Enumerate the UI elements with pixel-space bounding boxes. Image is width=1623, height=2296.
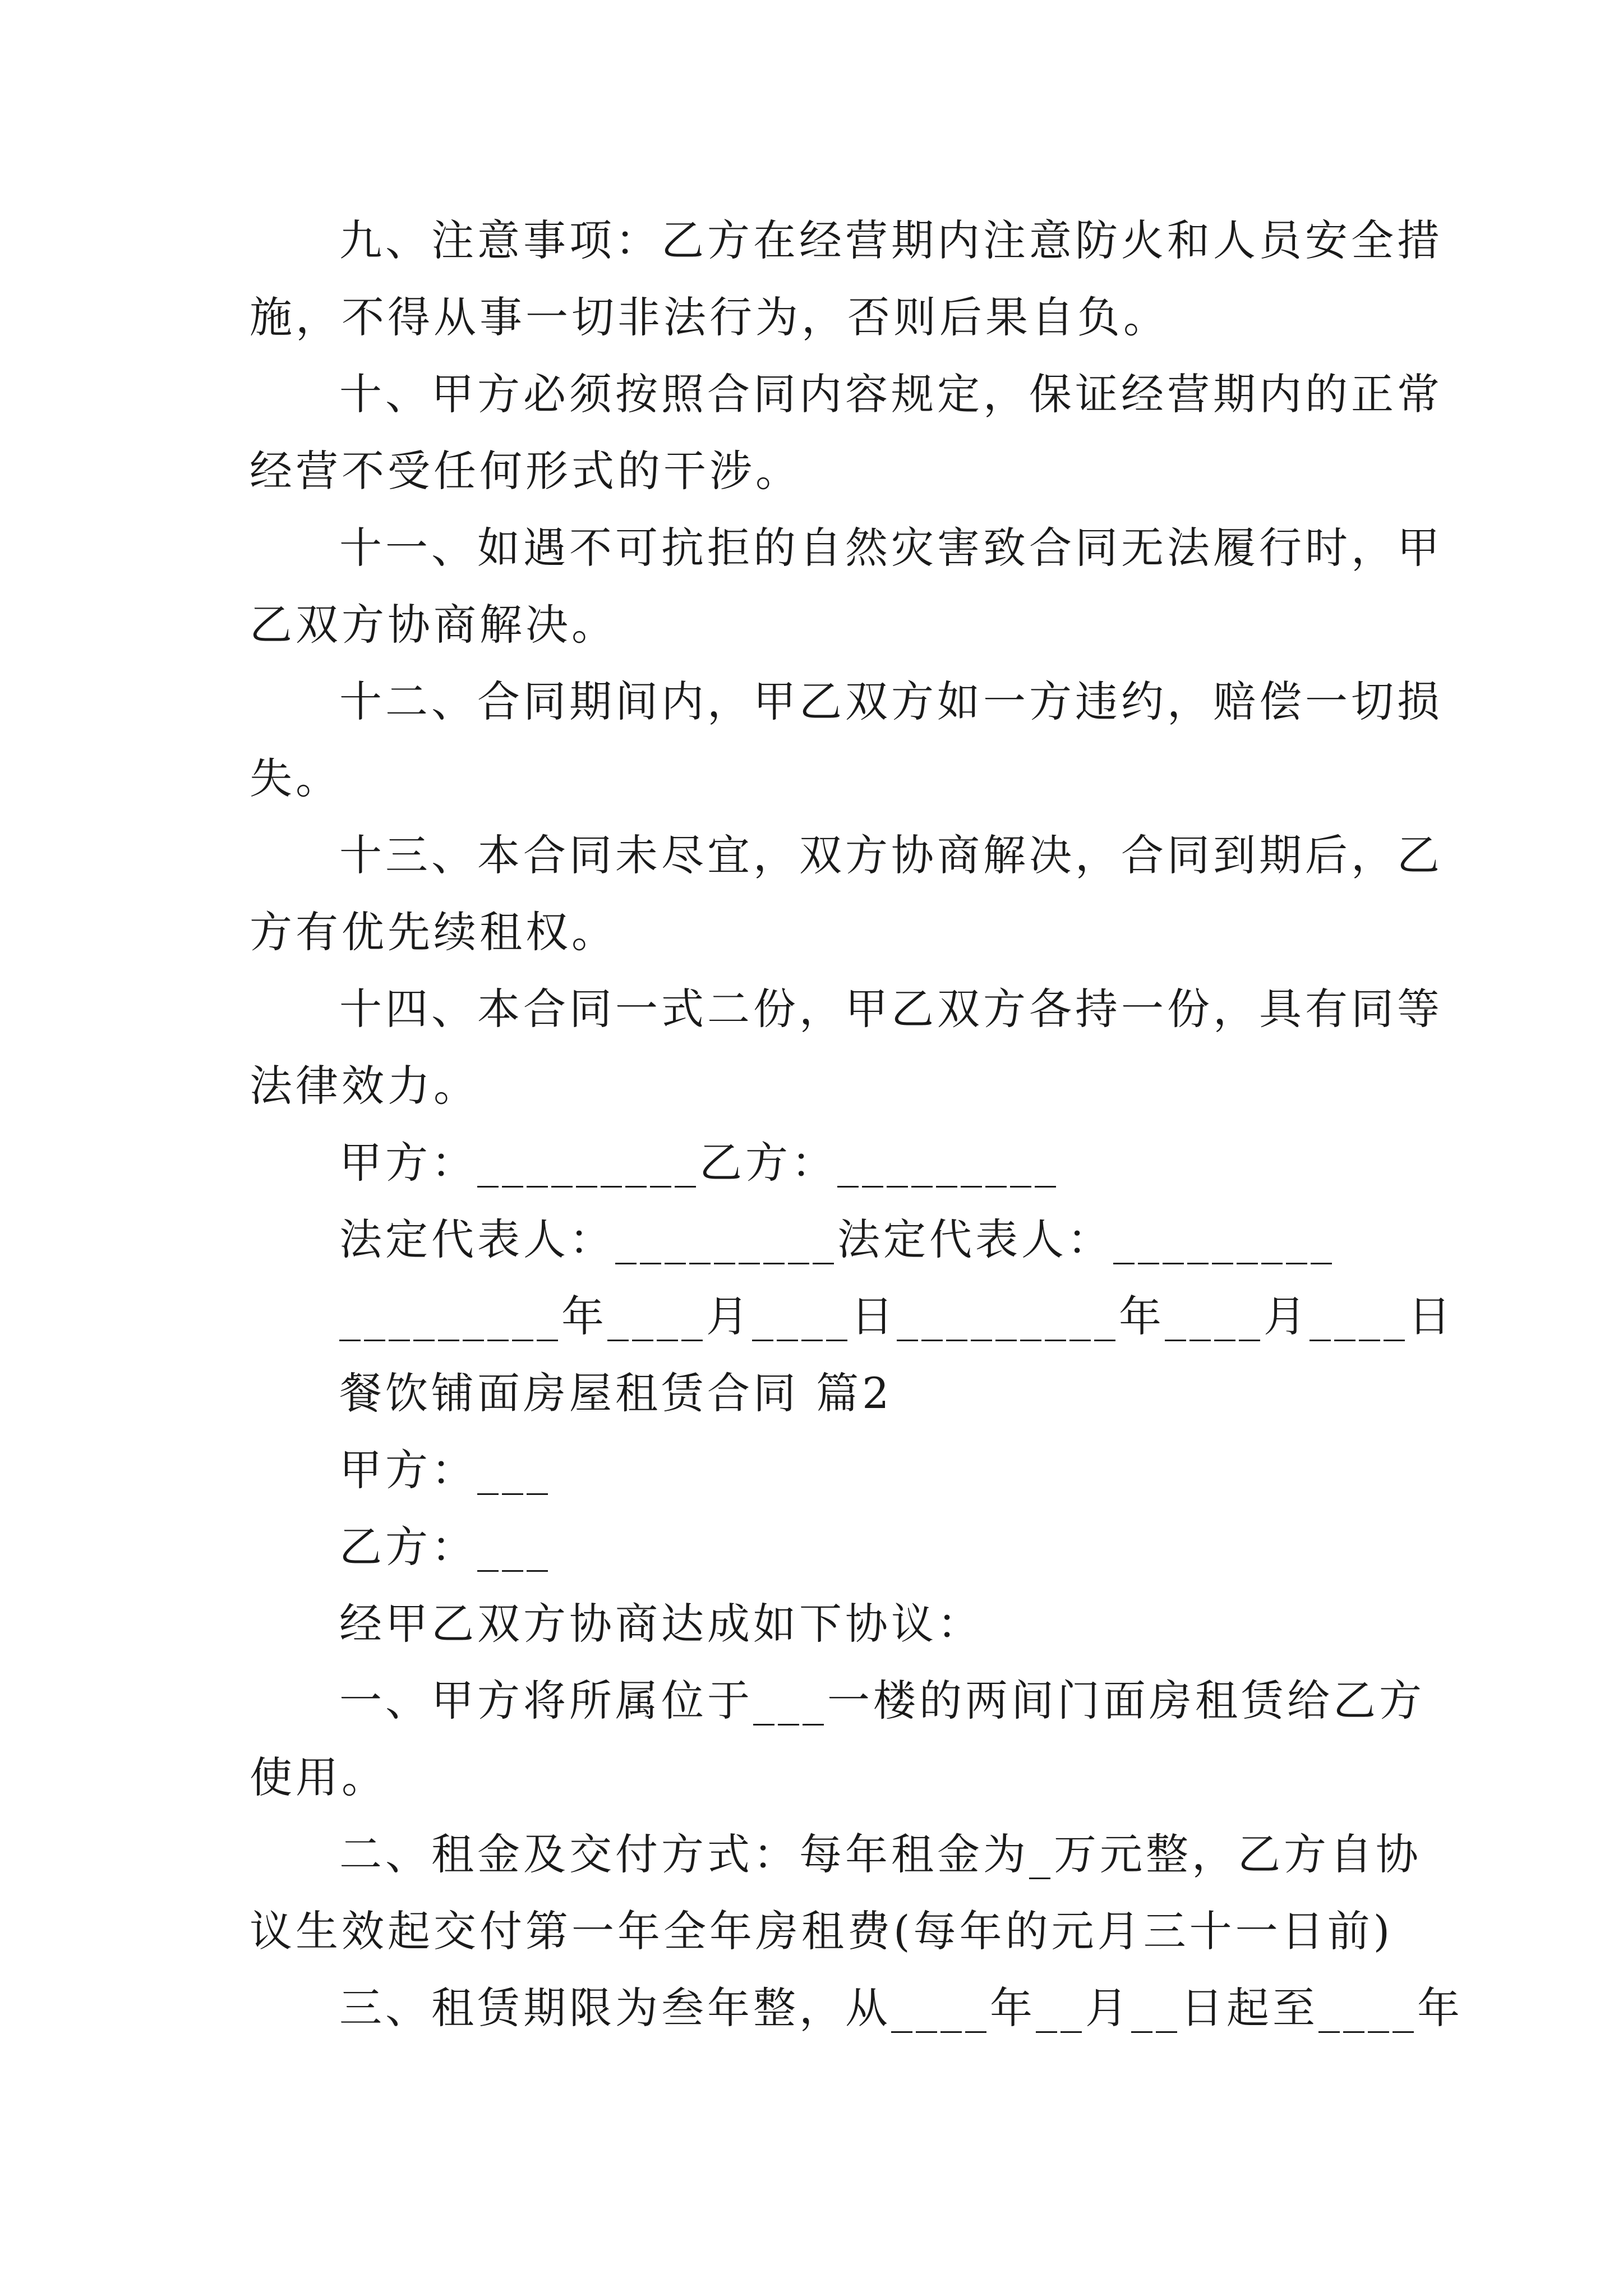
section-2-item-3-line-1: 三、租赁期限为叁年整，从____年__月__日起至____年: [339, 1983, 1463, 2033]
section-2-party-a: 甲方：___: [339, 1445, 551, 1495]
clause-12-line-1: 十二、合同期间内，甲乙双方如一方违约，赔偿一切损: [339, 677, 1443, 726]
clause-14-line-1: 十四、本合同一式二份，甲乙双方各持一份，具有同等: [339, 984, 1443, 1034]
clause-13-line-1: 十三、本合同未尽宜，双方协商解决，合同到期后，乙: [339, 830, 1443, 880]
section-2-intro: 经甲乙双方协商达成如下协议：: [339, 1599, 983, 1649]
signature-parties: 甲方：_________乙方：_________: [339, 1138, 1059, 1188]
clause-9-line-1: 九、注意事项：乙方在经营期内注意防火和人员安全措: [339, 215, 1443, 265]
signature-dates: _________年____月____日_________年____月____日: [339, 1291, 1454, 1341]
section-2-item-2-line-2: 议生效起交付第一年全年房租费(每年的元月三十一日前): [250, 1906, 1394, 1956]
section-2-heading: 餐饮铺面房屋租赁合同 篇2: [339, 1368, 893, 1418]
document-page: [250, 202, 1463, 2046]
signature-representatives: 法定代表人：_________法定代表人：_________: [339, 1214, 1335, 1264]
clause-13-line-2: 方有优先续租权。: [250, 907, 617, 957]
section-2-item-1-line-2: 使用。: [250, 1752, 388, 1802]
section-2-item-1-line-1: 一、甲方将所属位于___一楼的两间门面房租赁给乙方: [339, 1676, 1425, 1726]
clause-9-line-2: 施，不得从事一切非法行为，否则后果自负。: [250, 292, 1169, 342]
clause-11-line-2: 乙双方协商解决。: [250, 600, 617, 650]
clause-14-line-2: 法律效力。: [250, 1061, 479, 1111]
clause-12-line-2: 失。: [250, 753, 342, 803]
section-2-item-2-line-1: 二、租金及交付方式：每年租金为_万元整，乙方自协: [339, 1829, 1422, 1879]
clause-11-line-1: 十一、如遇不可抗拒的自然灾害致合同无法履行时，甲: [339, 523, 1443, 573]
clause-10-line-1: 十、甲方必须按照合同内容规定，保证经营期内的正常: [339, 369, 1443, 419]
clause-10-line-2: 经营不受任何形式的干涉。: [250, 446, 801, 496]
section-2-party-b: 乙方：___: [339, 1522, 551, 1572]
